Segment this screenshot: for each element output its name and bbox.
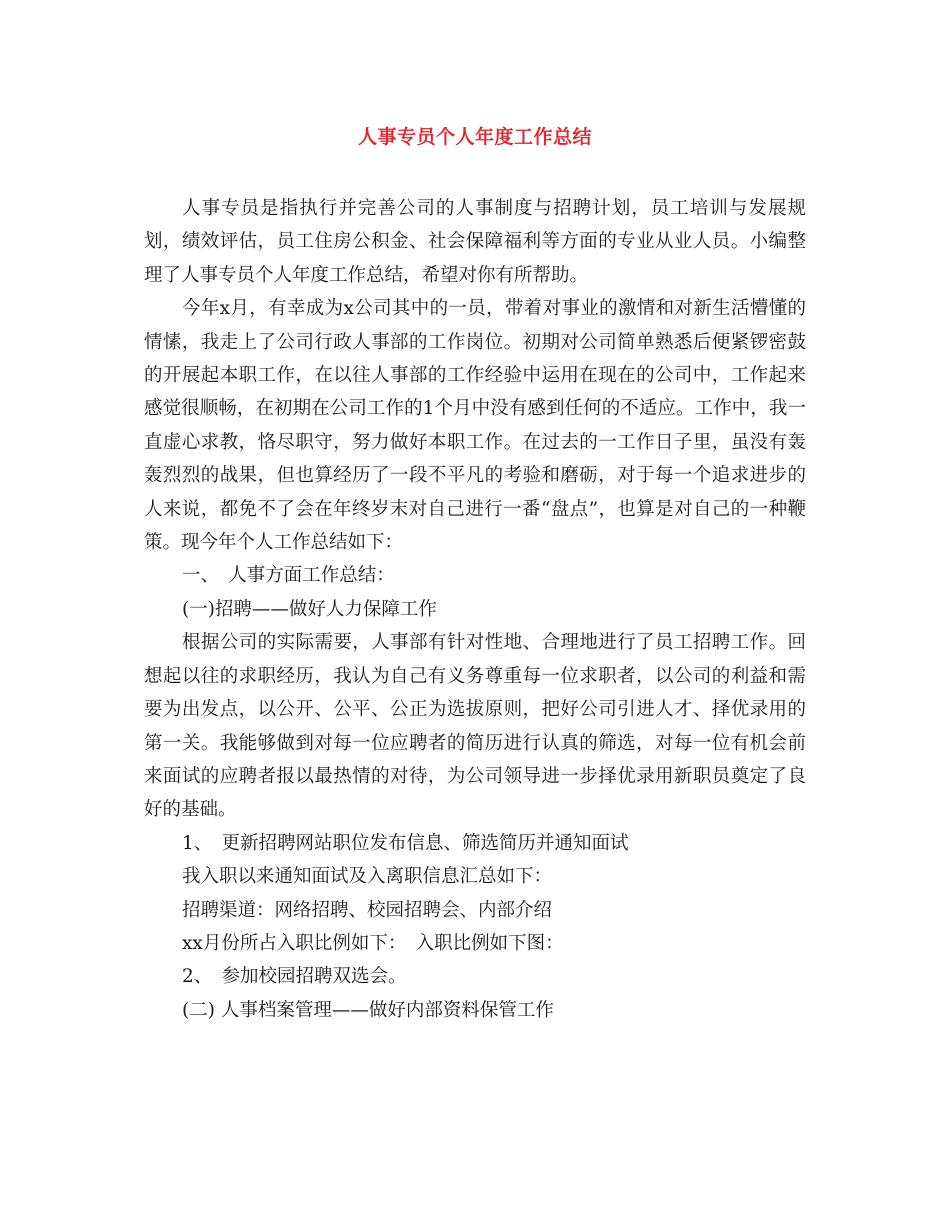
paragraph-channels: 招聘渠道：网络招聘、校园招聘会、内部介绍 [182,899,553,921]
document-title: 人事专员个人年度工作总结 [357,126,592,148]
section-heading-hr: 一、 人事方面工作总结： [182,565,395,587]
paragraph-summary-intro: 我入职以来通知面试及入离职信息汇总如下： [182,866,553,888]
list-item-1: 1、 更新招聘网站职位发布信息、筛选简历并通知面试 [182,832,629,854]
subsection-heading-archives: (二) 人事档案管理——做好内部资料保管工作 [182,999,554,1021]
paragraph-background: 今年x月，有幸成为x公司其中的一员，带着对事业的激情和对新生活懵懂的情愫，我走上了公司行政人事部的工作岗位。初期对公司简单熟悉后便紧锣密鼓的开展起本职工作，在以往人事部的工作经验中运用在现在的公司中，工作起来感觉很顺畅，在初期在公司工作的1个月中没有感到任何的不适应。工作中，我一直虚心求教，恪尽职守，努力做好本职工作。在过去的一工作日子里，虽没有轰轰烈烈的战果，但也算经历了一段不平凡的考验和磨砺，对于每一个追求进步的人来说，都免不了会在年终岁末对自己进行一番“盘点”，也算是对自己的一种鞭策。现今年个人工作总结如下： [144,298,806,554]
paragraph-intro: 人事专员是指执行并完善公司的人事制度与招聘计划，员工培训与发展规划，绩效评估，员工住房公积金、社会保障福利等方面的专业从业人员。小编整理了人事专员个人年度工作总结，希望对你有所帮助。 [144,198,806,286]
document-body [144,192,806,1027]
list-item-2: 2、 参加校园招聘双选会。 [182,966,407,988]
paragraph-ratio: xx月份所占入职比例如下： 入职比例如下图： [182,932,564,954]
subsection-heading-recruitment: (一)招聘——做好人力保障工作 [182,598,437,620]
paragraph-recruitment: 根据公司的实际需要，人事部有针对性地、合理地进行了员工招聘工作。回想起以往的求职经历，我认为自己有义务尊重每一位求职者，以公司的利益和需要为出发点，以公开、公平、公正为选拔原则，把好公司引进人才、择优录用的第一关。我能够做到对每一位应聘者的简历进行认真的筛选，对每一位有机会前来面试的应聘者报以最热情的对待，为公司领导进一步择优录用新职员奠定了良好的基础。 [144,632,806,821]
